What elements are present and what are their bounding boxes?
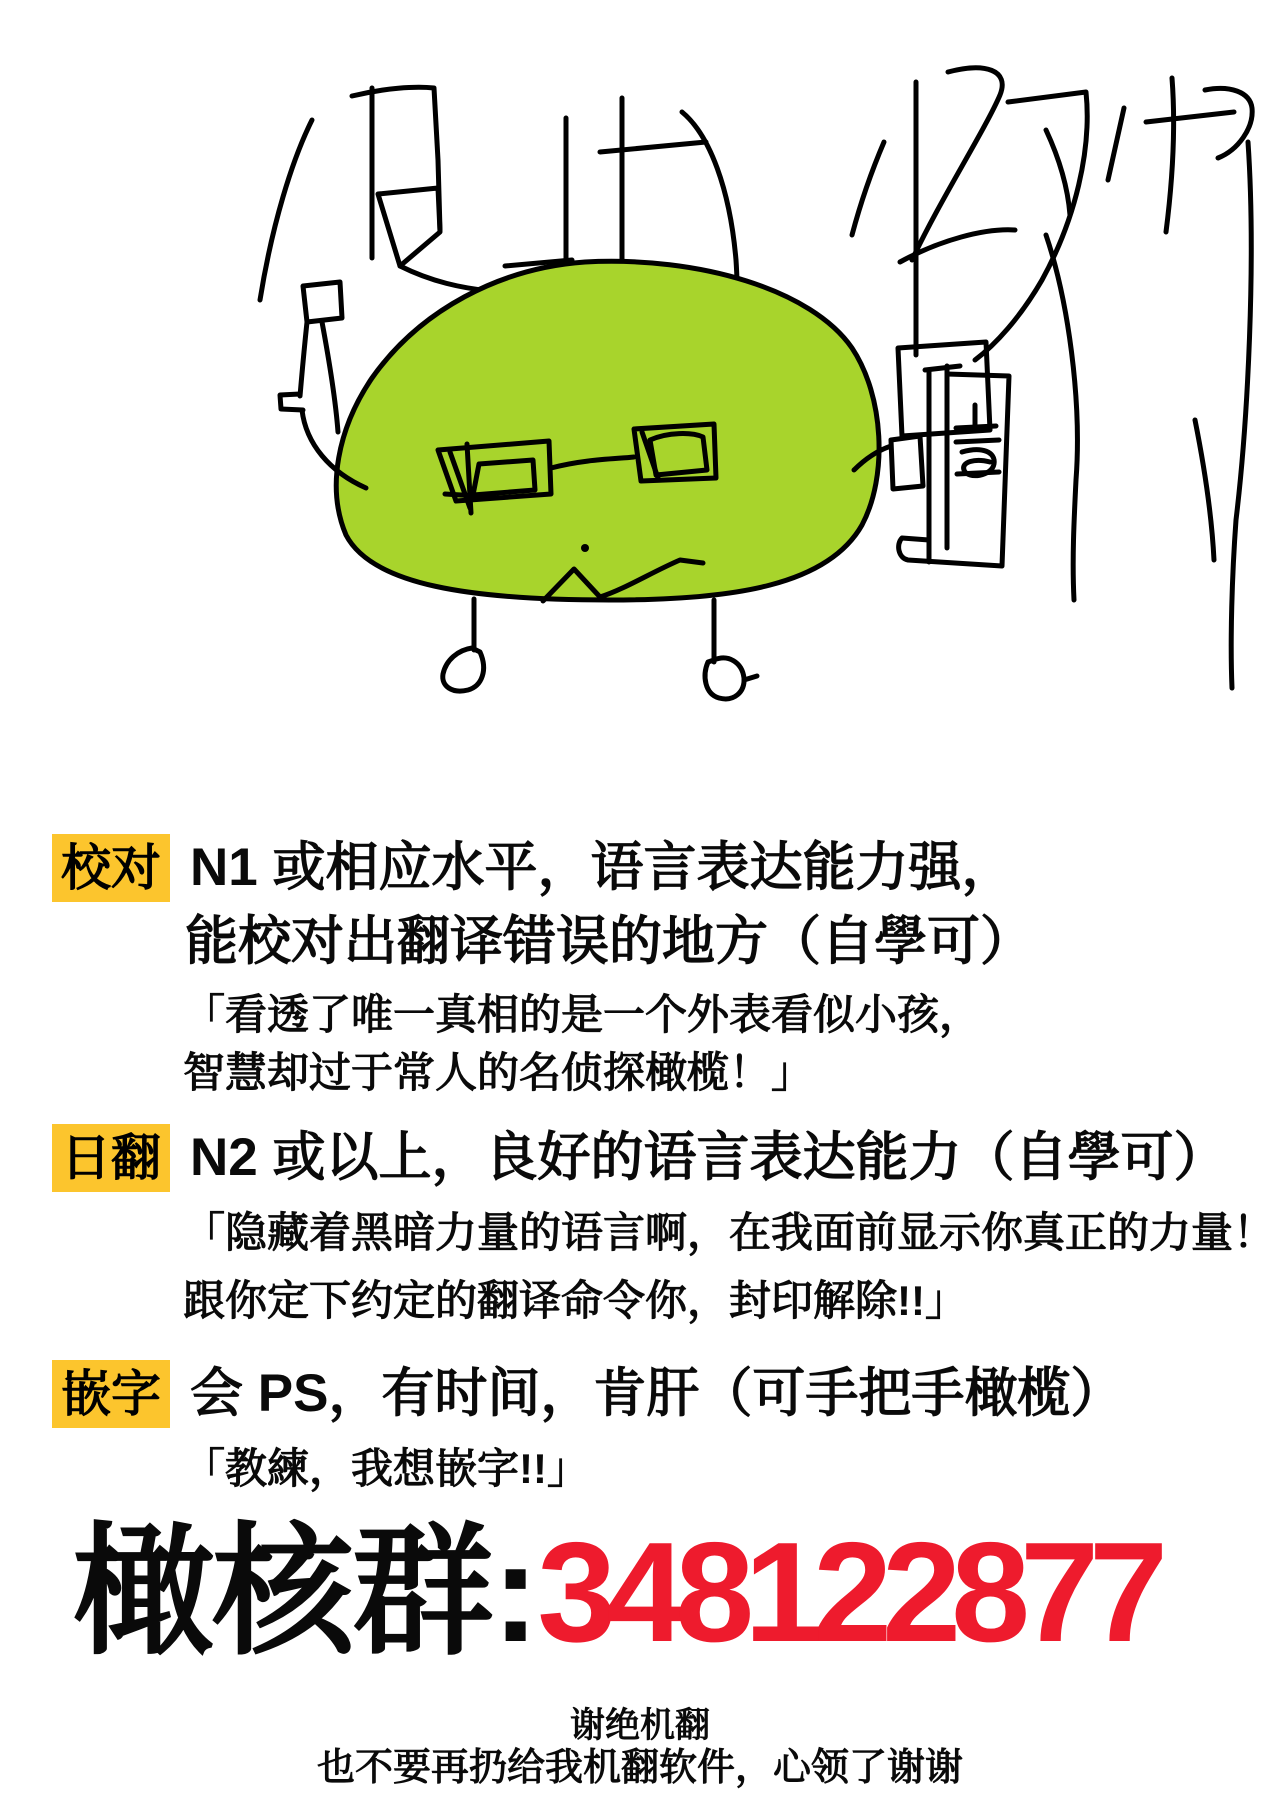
- footer-note-line-1: 谢绝机翻: [569, 1706, 710, 1745]
- qq-group-number: 348122877: [537, 1513, 1159, 1672]
- proofreader-quote-line-2: 智慧却过于常人的名侦探橄榄！」: [183, 1049, 814, 1096]
- typesetter-quote-line-1: 「教練，我想嵌字!!」: [183, 1445, 589, 1492]
- olive-body: [336, 261, 879, 600]
- proofreader-requirement-line-1: N1 或相应水平，语言表达能力强，: [190, 838, 1015, 897]
- badge-translator: 日翻: [52, 1124, 170, 1192]
- legs: [443, 599, 757, 699]
- translator-quote-line-2: 跟你定下约定的翻译命令你，封印解除!!」: [183, 1277, 967, 1324]
- proofreader-quote-line-1: 「看透了唯一真相的是一个外表看似小孩，: [183, 991, 982, 1038]
- badge-typesetter: 嵌字: [52, 1360, 170, 1428]
- sign-scribble-character: [956, 405, 999, 476]
- badge-proofreader: 校对: [52, 834, 170, 902]
- olive-character: [280, 260, 1009, 699]
- translator-quote-line-1: 「隐藏着黑暗力量的语言啊，在我面前显示你真正的力量！: [183, 1209, 1276, 1256]
- olive-doodle: [0, 0, 1280, 740]
- hand: [891, 436, 923, 489]
- footer-note-line-2: 也不要再扔给我机翻软件，心领了谢谢: [316, 1747, 963, 1789]
- translator-requirement-line-1: N2 或以上，良好的语言表达能力（自學可）: [190, 1128, 1227, 1187]
- qq-group-label: 橄核群:: [72, 1513, 538, 1672]
- proofreader-requirement-line-2: 能校对出翻译错误的地方（自學可）: [185, 912, 1033, 971]
- typesetter-requirement-line-1: 会 PS，有时间，肯肝（可手把手橄榄）: [190, 1364, 1124, 1423]
- sign-board: [899, 366, 1009, 566]
- nose-dot: [581, 544, 589, 552]
- qq-group-line: [72, 1513, 1159, 1672]
